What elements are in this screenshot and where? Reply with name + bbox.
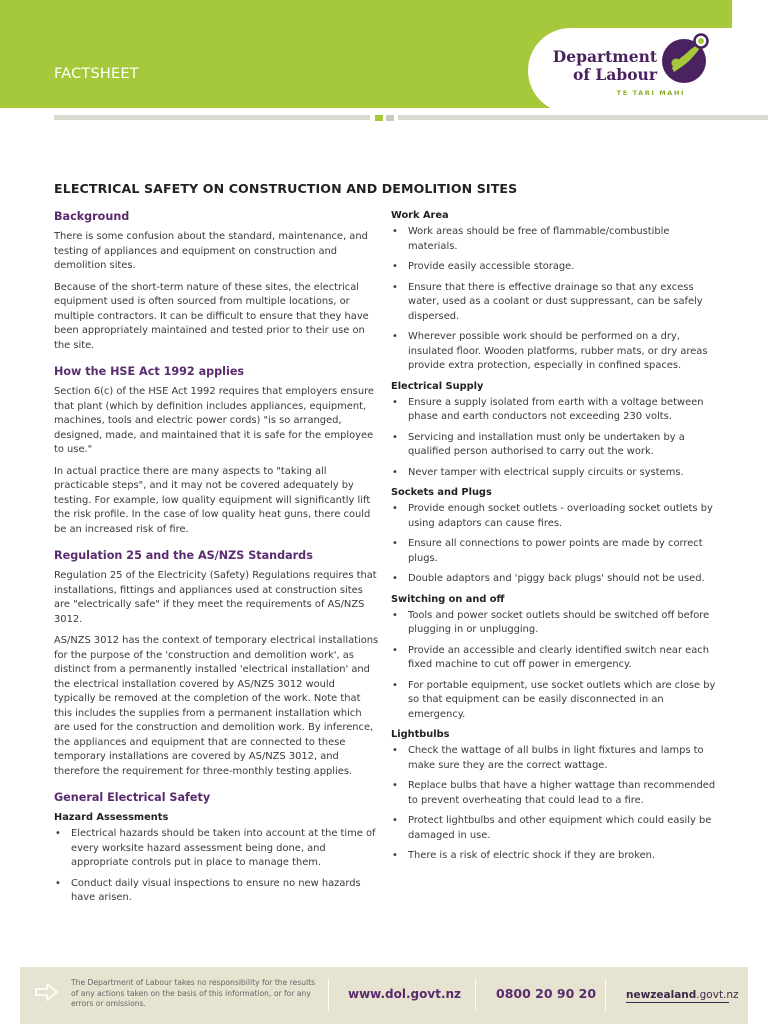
phone-number: 0800 20 90 20 (496, 986, 597, 1001)
background-paragraph-1: There is some confusion about the standard, maintenance, and testing of appliances and equipment on construction and demolition sites. (54, 231, 368, 271)
regulation-paragraph-2: AS/NZS 3012 has the context of temporary electrical installations for the purpose of the 'construction and demolition work', as distinct from a permanently installed 'electrical installation' and the electrical installation covered by AS/NZS 3012 would typically be removed at the completion of the work. Note that this includes the supplies from a permanent installation which are used for the construction and demolition work. By inference, the appliances and equipment that are connected to these temporary installations are covered by AS/NZS 3012, and therefore the requirement for three-monthly testing applies. (54, 635, 379, 777)
left-column (54, 209, 379, 912)
nz-link-underline (626, 1002, 729, 1003)
list-item: • Ensure that there is effective drainage so that any excess water, used as a coolant or dust suppressant, can be safely dispersed. (391, 281, 717, 325)
footer-disclaimer: The Department of Labour takes no responsibility for the results of any actions taken on the basis of this information, or for any errors or omissions. (71, 978, 316, 1009)
logo-text-line1: Department (552, 47, 657, 66)
background-paragraph-2: Because of the short-term nature of these sites, the electrical equipment used is often sourced from multiple locations, or multiple contractors. It can be difficult to ensure that they have been appropriately maintained and tested prior to their use on the site. (54, 281, 369, 351)
arrow-right-icon (34, 981, 60, 1003)
list-item: • Work areas should be free of flammable/combustible materials. (391, 225, 717, 254)
lightbulbs-heading: Lightbulbs (391, 729, 450, 740)
logo-maori-text: TE TARI MAHI (616, 89, 685, 97)
list-item: • There is a risk of electric shock if they are broken. (391, 849, 717, 864)
factsheet-label: FACTSHEET (54, 66, 139, 82)
list-item: • Check the wattage of all bulbs in light fixtures and lamps to make sure they are the correct wattage. (391, 744, 717, 773)
nz-link-part-1: newzealand (626, 989, 697, 1001)
list-item: • Provide easily accessible storage. (391, 260, 717, 275)
department-logo-icon (660, 30, 716, 88)
list-item: • Never tamper with electrical supply circuits or systems. (391, 466, 717, 481)
list-item: • Ensure all connections to power points are made by correct plugs. (391, 537, 717, 566)
hazard-assessments-list (54, 827, 379, 906)
list-item: • Replace bulbs that have a higher wattage than recommended to prevent overheating that could lead to a fire. (391, 779, 717, 808)
sockets-plugs-heading: Sockets and Plugs (391, 487, 492, 498)
list-item: • Servicing and installation must only be undertaken by a qualified person authorised to carry out the work. (391, 431, 717, 460)
sockets-plugs-list (391, 502, 717, 587)
header-rule-left (54, 115, 370, 120)
rule-square-green (375, 115, 383, 121)
newzealand-govt-link[interactable] (626, 989, 739, 1001)
footer-divider (475, 979, 476, 1011)
regulation-heading: Regulation 25 and the AS/NZS Standards (54, 549, 313, 562)
switching-list (391, 609, 717, 723)
switching-heading: Switching on and off (391, 593, 505, 605)
footer-divider (605, 979, 606, 1011)
page-header (0, 0, 768, 121)
list-item: • Provide an accessible and clearly identified switch near each fixed machine to cut off power in emergency. (391, 644, 717, 673)
list-item: • For portable equipment, use socket outlets which are close by so that equipment can be easily disconnected in an emergency. (391, 679, 717, 723)
page-footer (20, 967, 748, 1024)
footer-divider (328, 979, 329, 1011)
lightbulbs-list (391, 744, 717, 864)
list-item: • Conduct daily visual inspections to ensure no new hazards have arisen. (54, 877, 379, 906)
header-rule-right (398, 115, 768, 120)
list-item: • Ensure a supply isolated from earth with a voltage between phase and earth conductors not exceeding 230 volts. (391, 396, 717, 425)
list-item: • Tools and power socket outlets should be switched off before plugging in or unplugging. (391, 609, 717, 638)
logo-text-line2: of Labour (573, 65, 657, 84)
list-item: • Double adaptors and 'piggy back plugs' should not be used. (391, 572, 717, 587)
electrical-supply-list (391, 396, 717, 481)
nz-link-part-2: .govt.nz (696, 989, 739, 1001)
background-heading: Background (54, 210, 130, 223)
list-item: • Electrical hazards should be taken into account at the time of every worksite hazard assessment being done, and appropriate controls put in place to manage them. (54, 827, 379, 871)
general-safety-heading: General Electrical Safety (54, 791, 211, 804)
list-item: • Wherever possible work should be performed on a dry, insulated floor. Wooden platforms, rubber mats, or dry areas provide extra protection, especially in confined spaces. (391, 330, 717, 374)
work-area-list (391, 225, 717, 374)
document-title: ELECTRICAL SAFETY ON CONSTRUCTION AND DEMOLITION SITES (54, 181, 518, 196)
list-item: • Provide enough socket outlets - overloading socket outlets by using adaptors can cause fires. (391, 502, 717, 531)
electrical-supply-heading: Electrical Supply (391, 380, 484, 392)
right-column (391, 209, 717, 870)
rule-square-grey (386, 115, 394, 121)
work-area-heading: Work Area (391, 210, 449, 221)
hse-paragraph-2: In actual practice there are many aspects to "taking all practicable steps", and it may not be covered adequately by testing. For example, low quality equipment will significantly lift the risk profile. In the case of low quality heat guns, there could be an increased risk of fire. (54, 465, 371, 535)
list-item: • Protect lightbulbs and other equipment which could easily be damaged in use. (391, 814, 717, 843)
website-link[interactable]: www.dol.govt.nz (348, 987, 462, 1001)
hazard-assessments-heading: Hazard Assessments (54, 812, 169, 823)
hse-heading: How the HSE Act 1992 applies (54, 365, 245, 378)
hse-paragraph-1: Section 6(c) of the HSE Act 1992 requires that employers ensure that plant (which by definition includes appliances, equipment, machines, tools and electric power cords) "is so arranged, designed, made, and maintained that it is safe for the employee to use." (54, 386, 375, 455)
regulation-paragraph-1: Regulation 25 of the Electricity (Safety) Regulations requires that installations, fittings and appliances used at construction sites are "electrically safe" if they meet the requirements of AS/NZS 3012. (54, 570, 377, 625)
